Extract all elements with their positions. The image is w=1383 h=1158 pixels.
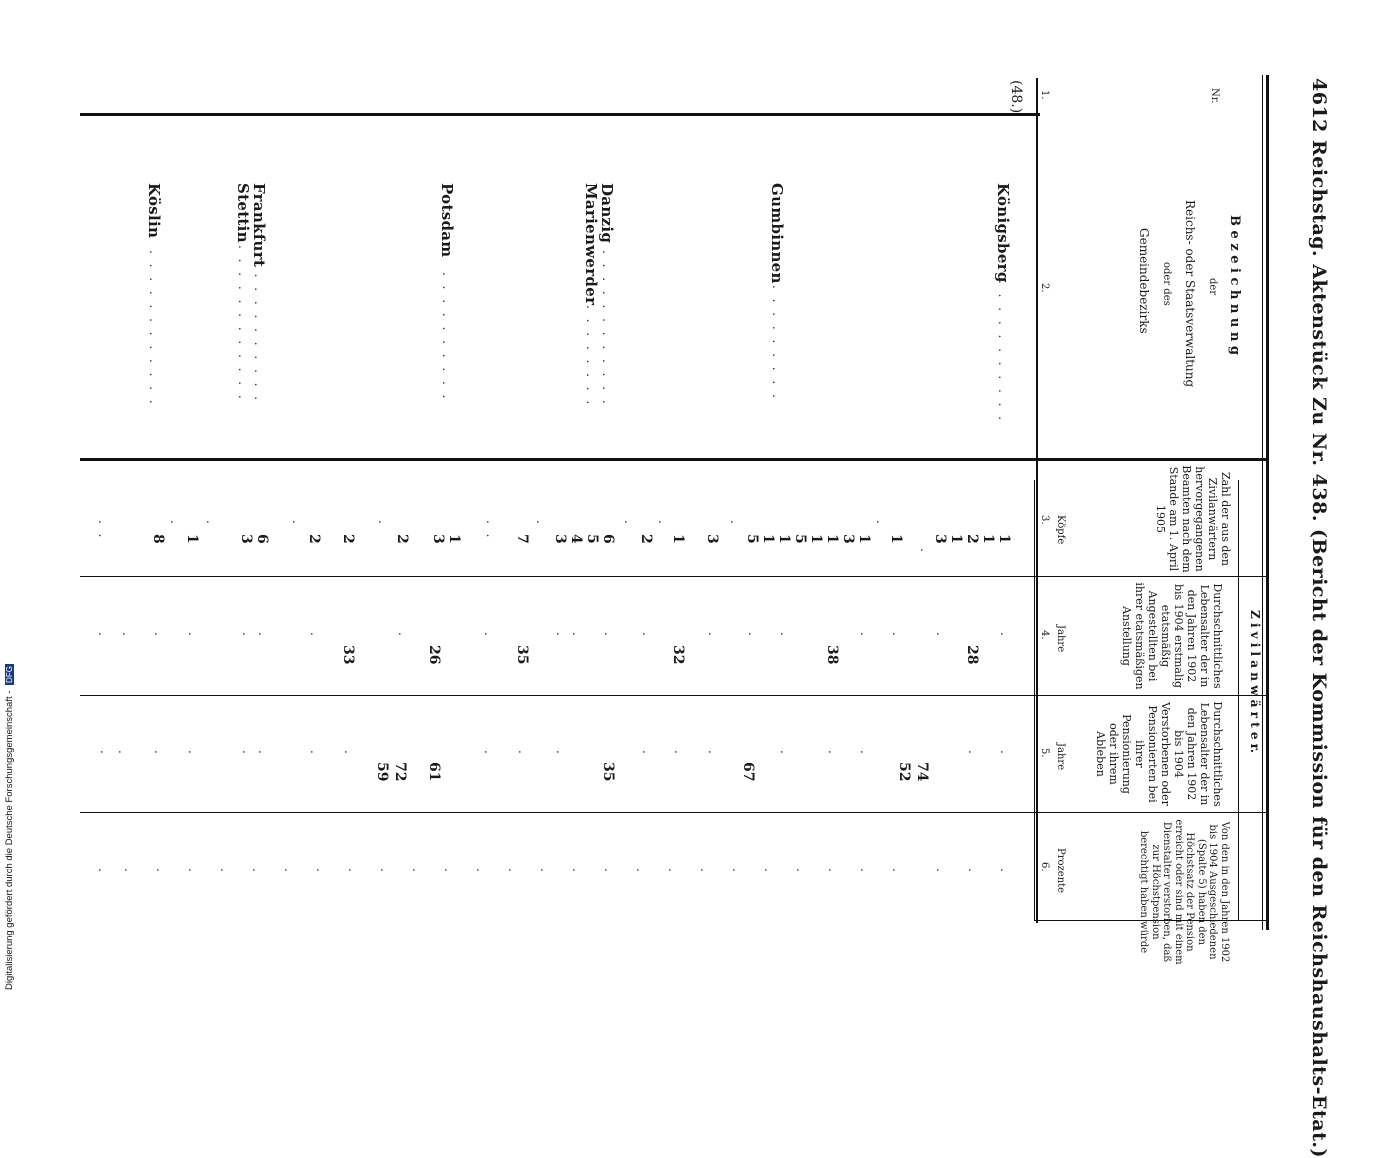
col4-dots: .: [96, 632, 110, 639]
col4-dots: .: [240, 632, 254, 639]
col4-dots: .: [998, 632, 1012, 639]
col3-value: 1: [856, 534, 872, 544]
col4-dots: .: [570, 632, 584, 639]
col6-dots: .: [410, 868, 424, 875]
col5-rule: [80, 812, 1266, 813]
col5-value: 74: [914, 762, 930, 782]
col3-value: 5: [792, 534, 808, 544]
col4-value: 26: [426, 645, 442, 665]
col5-value: 61: [426, 762, 442, 782]
col4-dots: .: [602, 632, 616, 639]
col6-dots: .: [474, 868, 488, 875]
col3-value: 5: [744, 534, 760, 544]
col3-dot: . .: [484, 520, 498, 541]
col2-line1: Reichs- oder Staatsverwaltung: [1183, 200, 1197, 388]
col3-value: 1: [824, 534, 840, 544]
col3-dot: .: [728, 520, 742, 527]
leader-dots: . . . . . . . . . . . .: [147, 250, 161, 407]
col5-value: 35: [600, 762, 616, 782]
col3-value: 5: [584, 534, 600, 544]
nr-column-rule: [80, 113, 1040, 116]
col6-dots: .: [186, 868, 200, 875]
page-title: Reichstag. Aktenstück Zu Nr. 438. (Bericht der Kommission für den Reichshaushalts-Etat.): [1308, 140, 1330, 1158]
col6-dots: .: [826, 868, 840, 875]
col3-value: 1: [888, 534, 904, 544]
col5-dots: .: [152, 750, 166, 757]
leader-dots: . . . . . . . . . . .: [252, 260, 266, 404]
col3-dot: . .: [96, 520, 110, 541]
col5-dots: .: [98, 750, 112, 757]
col3-value: 6: [600, 534, 616, 544]
place-gumbinnen: Gumbinnen: [768, 183, 786, 284]
col6-unit: Prozente: [1055, 848, 1066, 894]
col4-value: 38: [824, 645, 840, 665]
col5-dots: .: [858, 750, 872, 757]
col6-dots: .: [998, 868, 1012, 875]
col6-dots: .: [154, 868, 168, 875]
col3-value: 4: [568, 534, 584, 544]
col4-dots: .: [152, 632, 166, 639]
col5-unit: Jahre: [1055, 743, 1066, 771]
col4-rule: [80, 695, 1266, 696]
col6-dots: .: [282, 868, 296, 875]
col6-dots: .: [890, 868, 904, 875]
col1-number: 1.: [1039, 90, 1050, 100]
col3-value: 1: [184, 534, 200, 544]
col4-dots: .: [858, 632, 872, 639]
col2-der: der: [1207, 278, 1218, 296]
col3-dot: .: [534, 520, 548, 527]
col3-value: 1: [996, 534, 1012, 544]
col6-dots: .: [122, 868, 136, 875]
col3-value: 2: [306, 534, 322, 544]
col3-value: 1: [446, 534, 462, 544]
col5-dots: .: [672, 750, 686, 757]
col3-value: 7: [514, 534, 530, 544]
col4-value: 33: [340, 645, 356, 665]
col3-value: 2: [340, 534, 356, 544]
leader-dots: . . . . . . . . . . .: [996, 280, 1010, 424]
place-marienwerder: Marienwerder: [582, 183, 600, 306]
col1-label: Nr.: [1209, 88, 1220, 104]
col5-value: 59: [374, 762, 390, 782]
col6-dots: .: [966, 868, 980, 875]
col5-dots: .: [554, 750, 568, 757]
col3-value: 1: [776, 534, 792, 544]
col5-value: 67: [740, 762, 756, 782]
col3-dot: .: [918, 548, 932, 555]
col5-value: 52: [896, 762, 912, 782]
col5-dots: .: [640, 750, 654, 757]
col6-dots: .: [506, 868, 520, 875]
col5-dots: .: [186, 750, 200, 757]
col3-unit: Köpfe: [1055, 515, 1066, 545]
col3-value: 3: [430, 534, 446, 544]
col6-dots: .: [314, 868, 328, 875]
place-koenigsberg: Königsberg: [994, 183, 1012, 283]
col3-value: 1: [808, 534, 824, 544]
col5-dots: .: [240, 750, 254, 757]
col5-text: Durchschnittliches Lebensalter der in den Jahren 1902 bis 1904 Verstorbenen oder Pensionierten bei ihrer Pensionierung oder ihrem Ableben: [1094, 701, 1224, 807]
col3-text: Zahl der aus den Zivilanwärtern hervorgegangenen Beamten nach dem Stande am 1. April 1905: [1154, 465, 1232, 573]
col4-text: Durchschnittliches Lebensalter der in den Jahren 1902 bis 1904 erstmalig etatsmäßig Angestellten bei ihrer etatsmäßigen Anstellung: [1120, 582, 1224, 690]
col3-dot: .: [204, 520, 218, 527]
col6-dots: .: [934, 868, 948, 875]
col6-dots: .: [96, 868, 110, 875]
place-danzig: Danzig: [598, 183, 616, 244]
col6-dots: .: [698, 868, 712, 875]
col3-value: 6: [254, 534, 270, 544]
col4-dots: .: [640, 632, 654, 639]
leader-dots: . . . . . . . . .: [770, 285, 784, 401]
col5-dots: .: [256, 750, 270, 757]
outer-right-rule-thin: [1262, 75, 1263, 930]
col3-value: 1: [670, 534, 686, 544]
col4-dots: .: [396, 632, 410, 639]
col6-dots: .: [602, 868, 616, 875]
col3-value: 3: [932, 534, 948, 544]
col3-value: 3: [552, 534, 568, 544]
col4-dots: .: [934, 632, 948, 639]
place-frankfurt: Frankfurt: [250, 183, 268, 268]
col5-value: 72: [392, 762, 408, 782]
place-koeslin: Köslin: [145, 183, 163, 239]
col4-dots: .: [186, 632, 200, 639]
col4-value: 32: [670, 645, 686, 665]
col3-value: 2: [638, 534, 654, 544]
col3-dot: .: [656, 520, 670, 527]
col5-dots: .: [116, 750, 130, 757]
leader-dots: . . . . . . . . . .: [440, 272, 454, 402]
col3-value: 1: [980, 534, 996, 544]
col3-value: 2: [394, 534, 410, 544]
col2-line3: Gemeindebezirks: [1137, 228, 1151, 334]
col4-value: 28: [964, 645, 980, 665]
col6-dots: .: [762, 868, 776, 875]
col3-rule: [80, 576, 1266, 577]
col4-dots: .: [706, 632, 720, 639]
col5-dots: .: [342, 750, 356, 757]
group-bottom-rule: [1034, 480, 1035, 920]
col3-dot: .: [622, 520, 636, 527]
group-heading-rule: [1238, 480, 1239, 920]
col4-dots: .: [890, 632, 904, 639]
col6-dots: .: [250, 868, 264, 875]
col4-dots: .: [256, 632, 270, 639]
col4-dots: .: [308, 632, 322, 639]
col4-value: 35: [514, 645, 530, 665]
col4-dots: .: [554, 632, 568, 639]
col6-dots: .: [794, 868, 808, 875]
col5-dots: .: [308, 750, 322, 757]
col6-text: Von den in den Jahren 1902 bis 1904 Ausgeschiedenen (Spalte 5) haben den Höchstsatz der Pension erreicht oder sind mit einem Dienstalter verstorben, daß zur Höchstpension berechtigt haben würde: [1138, 819, 1230, 965]
col6-dots: .: [666, 868, 680, 875]
col2-number: 2.: [1039, 283, 1050, 293]
place-potsdam: Potsdam: [438, 183, 456, 258]
col3-value: 3: [238, 534, 254, 544]
col5-dots: .: [826, 750, 840, 757]
col5-dots: .: [778, 750, 792, 757]
col4-number: 4.: [1039, 630, 1050, 640]
leader-dots: . . . . . . . . . . . .: [600, 250, 614, 407]
col3-value: 8: [150, 534, 166, 544]
col3-value: 1: [948, 534, 964, 544]
place-stettin: Stettin: [234, 183, 252, 243]
col5-dots: .: [998, 750, 1012, 757]
col3-dot: .: [874, 520, 888, 527]
section-number: (48.): [1008, 80, 1024, 114]
col2-line2: oder des: [1161, 262, 1172, 306]
col6-dots: .: [730, 868, 744, 875]
col5-dots: .: [706, 750, 720, 757]
col6-dots: .: [346, 868, 360, 875]
col6-number: 6.: [1039, 862, 1050, 872]
col6-dots: .: [858, 868, 872, 875]
col6-dots: .: [218, 868, 232, 875]
col3-value: 3: [840, 534, 856, 544]
col6-dots: .: [570, 868, 584, 875]
group-heading: Z i v i l a n w ä r t e r.: [1248, 610, 1262, 754]
outer-right-rule: [1266, 75, 1269, 930]
col4-dots: .: [482, 632, 496, 639]
col6-dots: .: [378, 868, 392, 875]
col6-dots: .: [634, 868, 648, 875]
col3-value: 3: [704, 534, 720, 544]
col3-dot: .: [376, 520, 390, 527]
leader-dots: . . . . . . . . . . . .: [236, 245, 250, 402]
col4-dots: .: [778, 632, 792, 639]
col3-dot: .: [290, 520, 304, 527]
designation-column-rule: [80, 458, 1266, 461]
col5-number: 5.: [1039, 748, 1050, 758]
col3-value: 1: [760, 534, 776, 544]
header-bottom-rule: [1036, 78, 1038, 923]
col4-unit: Jahre: [1055, 625, 1066, 653]
col5-dots: .: [482, 750, 496, 757]
col2-heading: B e z e i c h n u n g: [1227, 215, 1242, 355]
col4-dots: .: [120, 632, 134, 639]
footer-credit: [4, 664, 15, 990]
leader-dots: . . . . . . . .: [584, 305, 598, 408]
col5-dots: .: [516, 750, 530, 757]
col3-dot: .: [168, 520, 182, 527]
page-number: 4612: [1308, 78, 1330, 133]
col4-dots: .: [746, 632, 760, 639]
col6-dots: .: [442, 868, 456, 875]
col6-dots: .: [538, 868, 552, 875]
col3-value: 2: [964, 534, 980, 544]
dfg-logo: DFG: [5, 666, 14, 683]
col5-dots: .: [966, 750, 980, 757]
col3-number: 3.: [1039, 515, 1050, 525]
footer-text: Digitalisierung gefördert durch die Deutsche Forschungsgemeinschaft -: [4, 690, 15, 990]
